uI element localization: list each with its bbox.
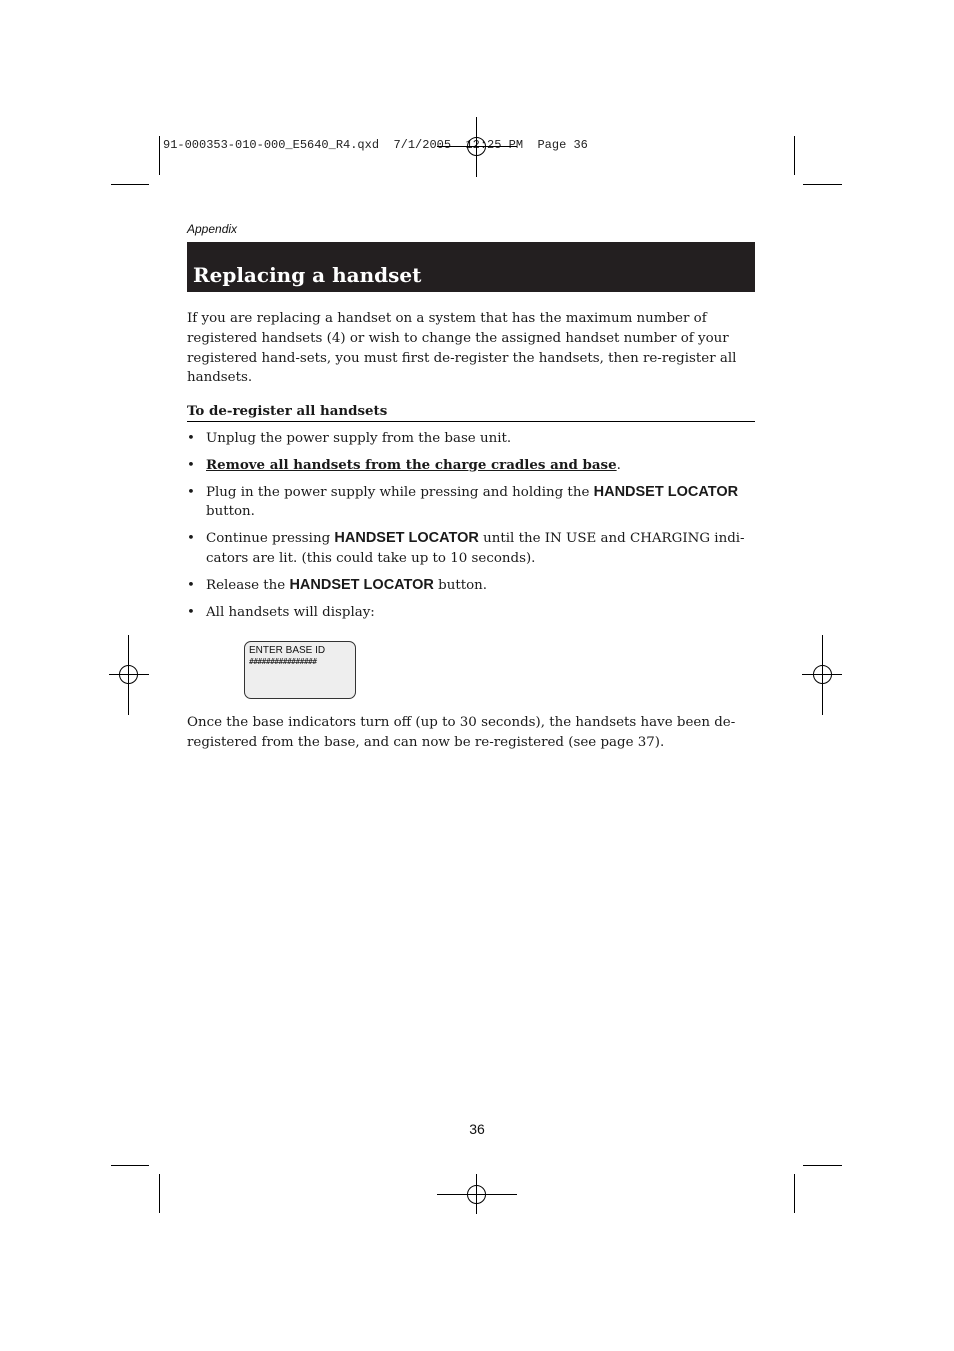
step-text: button. — [433, 577, 488, 593]
registration-mark-icon — [437, 1174, 517, 1214]
list-item — [187, 529, 757, 569]
crop-mark — [794, 136, 795, 175]
bullet-icon: • — [187, 484, 195, 500]
intro-paragraph: If you are replacing a handset on a system that has the maximum number of registered handsets (4) or wish to change the assigned handset number of your registered hand-sets, you must first de-register the handsets, then re-register all handsets. — [187, 311, 737, 386]
bullet-icon: • — [187, 457, 195, 473]
subheading: To de-register all handsets — [187, 402, 755, 422]
key-name: HANDSET LOCATOR — [334, 530, 479, 547]
page-title: Replacing a handset — [193, 263, 422, 287]
bullet-icon: • — [187, 577, 195, 593]
registration-mark-icon — [109, 635, 149, 715]
crop-mark — [794, 1174, 795, 1213]
handset-display-screen — [244, 641, 356, 699]
bullet-icon: • — [187, 531, 195, 547]
step-text: Release the — [206, 577, 290, 593]
list-item — [187, 429, 757, 449]
list-item — [187, 576, 757, 596]
step-text-emphasis: Remove all handsets from the charge cradles and base — [206, 456, 617, 473]
key-name: HANDSET LOCATOR — [593, 483, 739, 500]
list-item — [187, 483, 757, 523]
list-item — [187, 603, 757, 623]
step-text: Plug in the power supply while pressing and holding the — [206, 484, 594, 500]
list-item — [187, 456, 757, 476]
print-slug-line: 91-000353-010-000_E5640_R4.qxd 7/1/2005 12:25 PM Page 36 — [163, 138, 588, 152]
crop-mark — [111, 184, 149, 185]
step-text: Unplug the power supply from the base unit. — [206, 431, 512, 446]
crop-mark — [159, 1174, 160, 1213]
bullet-icon: • — [187, 431, 195, 446]
registration-mark-icon — [437, 117, 517, 177]
step-text: button. — [206, 504, 255, 520]
step-text: Continue pressing — [206, 531, 335, 547]
step-text: All handsets will display: — [206, 604, 375, 620]
display-line-1: ENTER BASE ID — [249, 645, 326, 656]
closing-paragraph: Once the base indicators turn off (up to 30 seconds), the handsets have been de-registered from the base, and can now be re-registered (see page 37). — [187, 715, 736, 750]
section-label: Appendix — [187, 222, 238, 236]
crop-mark — [803, 1165, 842, 1166]
title-bar — [187, 242, 755, 292]
bullet-icon: • — [187, 604, 195, 620]
crop-mark — [803, 184, 842, 185]
registration-mark-icon — [802, 635, 842, 715]
display-line-2: ################ — [249, 657, 317, 666]
crop-mark — [111, 1165, 149, 1166]
key-name: HANDSET LOCATOR — [289, 576, 434, 593]
step-text: . — [616, 457, 621, 473]
crop-mark — [159, 136, 160, 175]
step-text: until the IN USE and CHARGING indi-cators are lit. (this could take up to 10 seconds). — [206, 531, 745, 566]
page-number: 36 — [469, 1121, 485, 1137]
step-list — [187, 429, 757, 629]
